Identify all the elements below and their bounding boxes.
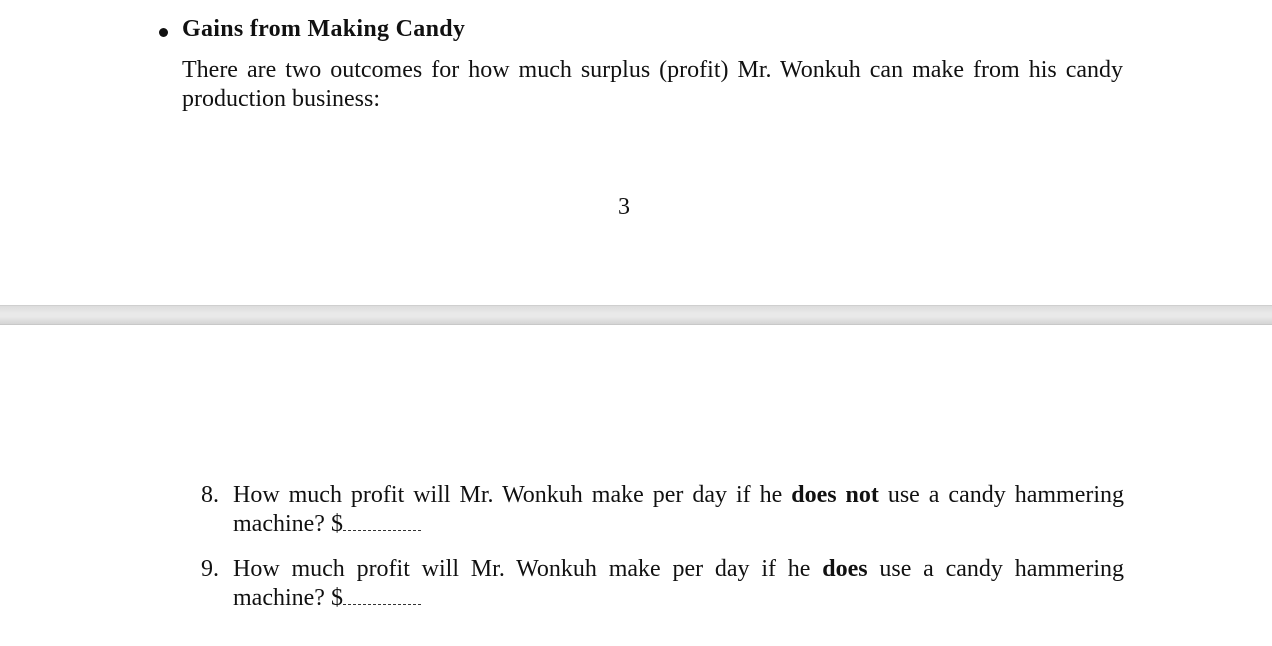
question-text: use a candy hammering machine? — [233, 556, 1125, 611]
question-text: use a candy hammering machine? — [233, 482, 1125, 537]
question-8 — [201, 481, 1125, 539]
question-emphasis: does — [822, 556, 868, 582]
section-heading: Gains from Making Candy — [182, 16, 466, 42]
currency-sign: $ — [330, 585, 343, 611]
currency-sign: $ — [330, 511, 343, 537]
question-number: 8. — [201, 482, 219, 508]
question-text: How much profit will Mr. Wonkuh make per day if he — [233, 482, 792, 508]
page-separator — [0, 305, 1272, 325]
question-9 — [201, 555, 1125, 613]
question-emphasis: does not — [791, 482, 879, 508]
answer-blank[interactable] — [343, 512, 421, 531]
section-paragraph: There are two outcomes for how much surplus (profit) Mr. Wonkuh can make from his candy production business: — [182, 57, 1123, 112]
page-3 — [0, 0, 1272, 305]
question-number: 9. — [201, 556, 219, 582]
bullet-point — [159, 28, 168, 37]
question-text: How much profit will Mr. Wonkuh make per day if he — [233, 556, 823, 582]
page-number: 3 — [618, 194, 630, 220]
answer-blank[interactable] — [343, 586, 421, 605]
page-4 — [0, 325, 1272, 646]
